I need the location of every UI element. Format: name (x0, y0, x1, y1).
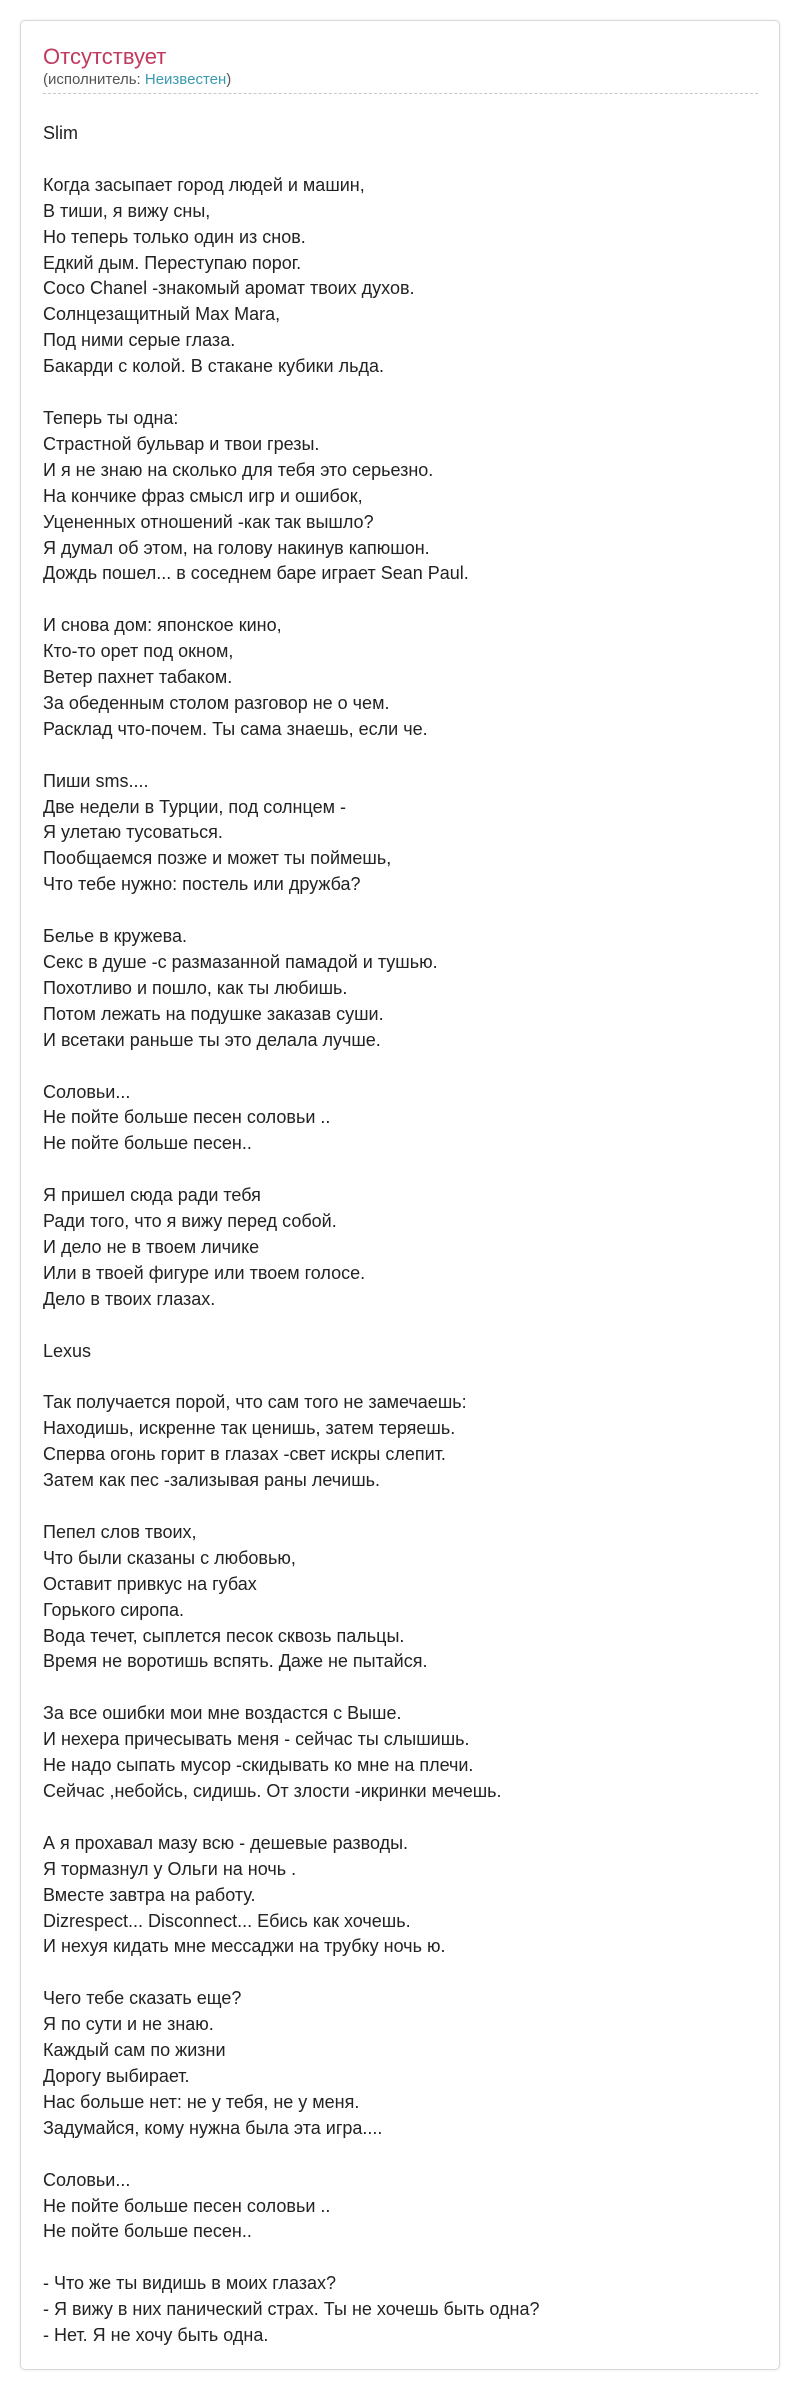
artist-suffix: ) (226, 71, 232, 88)
artist-line (43, 71, 231, 89)
artist-link[interactable]: Неизвестен (144, 71, 227, 88)
lyrics-text: Slim Когда засыпает город людей и машин, В тиши, я вижу сны, Но теперь только один из снов. Едкий дым. Переступаю порог. Coco Chanel -знакомый аромат твоих духов. Солнцезащитный Max Mara, Под ними серые глаза. Бакарди с колой. В стакане кубики льда. Теперь ты одна: Страстной бульвар и твои грезы. И я не знаю на сколько для тебя это серьезно. На кончике фраз смысл игр и ошибок, Уцененных отношений -как так вышло? Я думал об этом, на голову накинув капюшон. Дождь пошел... в соседнем баре играет Sean Paul. И снова дом: японское кино, Кто-то орет под окном, Ветер пахнет табаком. За обеденным столом разговор не о чем. Расклад что-почем. Ты сама знаешь, если че. Пиши sms.... Две недели в Турции, под солнцем - Я улетаю тусоваться. Пообщаемся позже и может ты поймешь, Что тебе нужно: постель или дружба? Белье в кружева. Секс в душе -с размазанной памадой и тушью. Похотливо и пошло, как ты любишь. Потом лежать на подушке заказав суши. И всетаки раньше ты это делала лучше. Соловьи... Не пойте больше песен соловьи .. Не пойте больше песен.. Я пришел сюда ради тебя Ради того, что я вижу перед собой. И дело не в твоем личике Или в твоей фигуре или твоем голосе. Дело в твоих глазах. Lexus Так получается порой, что сам того не замечаешь: Находишь, искренне так ценишь, затем теряешь. Сперва огонь горит в глазах -свет искры слепит. Затем как пес -зализывая раны лечишь. Пепел слов твоих, Что были сказаны с любовью, Оставит привкус на губах Горького сиропа. Вода течет, сыплется песок сквозь пальцы. Время не воротишь вспять. Даже не пытайся. За все ошибки мои мне воздастся с Выше. И нехера причесывать меня - сейчас ты слышишь. Не надо сыпать мусор -скидывать ко мне на плечи. Сейчас ,небойсь, сидишь. От злости -икринки мечешь. А я прохавал мазу всю - дешевые разводы. Я тормазнул у Ольги на ночь . Вместе завтра на работу. Dizrespect... Disconnect... Ебись как хочешь. И нехуя кидать мне мессаджи на трубку ночь ю. Чего тебе сказать еще? Я по сути и не знаю. Каждый сам по жизни Дорогу выбирает. Нас больше нет: не у тебя, не у меня. Задумайся, кому нужна была эта игра.... Соловьи... Не пойте больше песен соловьи .. Не пойте больше песен.. - Что же ты видишь в моих глазах? - Я вижу в них панический страх. Ты не хочешь быть одна? - Нет. Я не хочу быть одна. (43, 123, 540, 2346)
song-title: Отсутствует (43, 44, 167, 69)
lyrics-card (20, 20, 780, 2370)
artist-prefix: (исполнитель: (43, 71, 145, 88)
title-divider (43, 93, 758, 94)
